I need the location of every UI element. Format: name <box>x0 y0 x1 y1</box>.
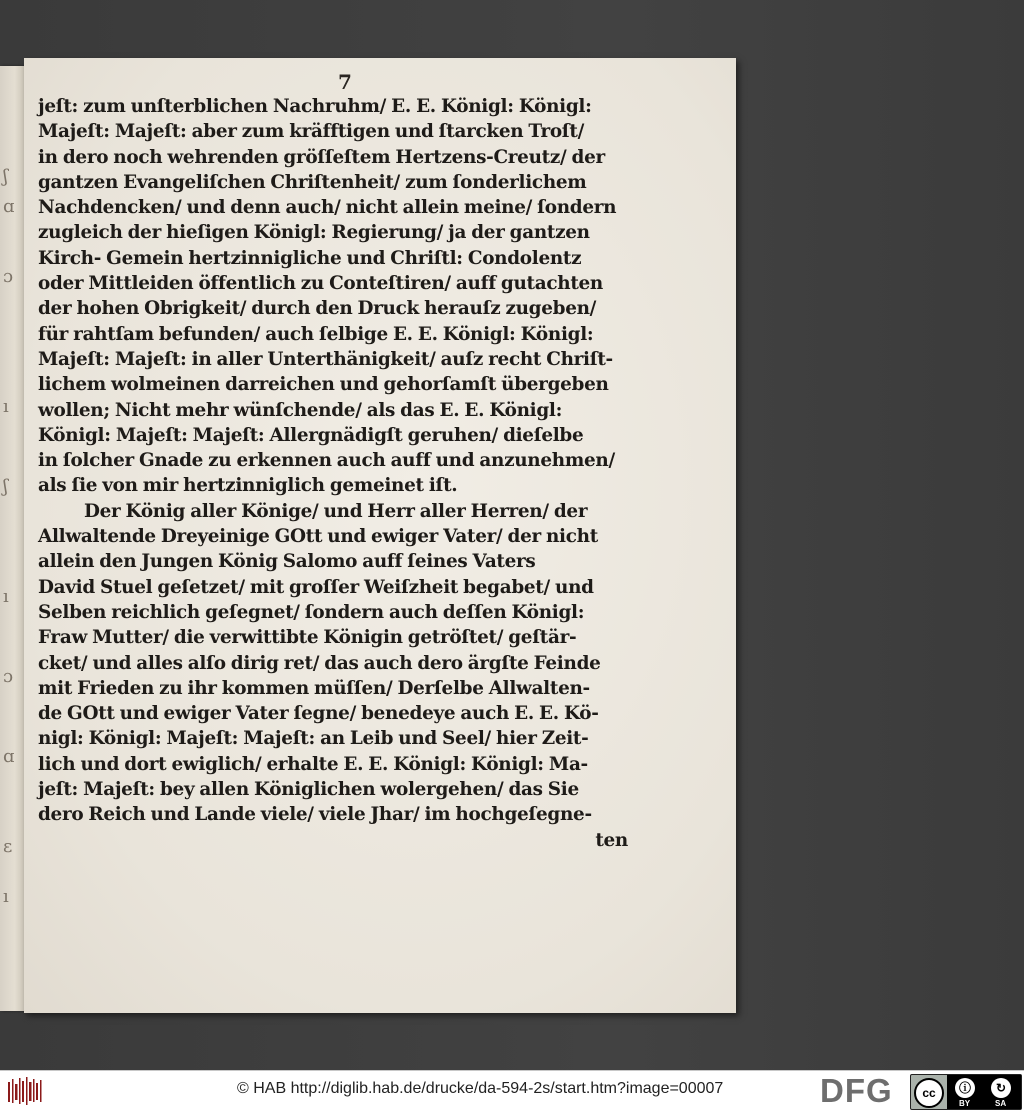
text-line: Majeſt: Majeſt: in aller Unterthänigkeit/ auſz recht Chriſt- <box>38 348 613 370</box>
page-edge-mark: ʃ <box>3 166 8 187</box>
text-line: jeſt: Majeſt: bey allen Königlichen wolergehen/ das Sie <box>38 779 579 801</box>
viewer-footer <box>0 1070 1024 1111</box>
text-line: cket/ und alles alſo dirig ret/ das auch dero ärgſte Feinde <box>38 652 601 674</box>
person-attribution-icon: ⓘ <box>955 1078 975 1098</box>
text-line: für rahtſam befunden/ auch ſelbige E. E. Königl: Königl: <box>38 323 594 345</box>
page-edge-mark: ʃ <box>3 476 8 497</box>
source-link[interactable]: © HAB http://diglib.hab.de/drucke/da-594-2s/start.htm?image=00007 <box>237 1080 724 1097</box>
page-edge-mark: ı <box>3 586 9 607</box>
page-edge-mark: ɑ <box>3 196 15 217</box>
document-page <box>24 58 736 1013</box>
page-edge-mark: ɔ <box>3 266 14 287</box>
share-alike-icon: ↻ <box>991 1078 1011 1098</box>
text-line: de GOtt und ewiger Vater ſegne/ benedeye auch E. E. Kö- <box>38 703 599 725</box>
text-line: zugleich der hieſigen Königl: Regierung/ ja der gantzen <box>38 222 590 244</box>
hab-barcode-logo-icon <box>6 1076 46 1106</box>
cc-license-badge[interactable] <box>910 1074 1022 1110</box>
text-line: Der König aller Könige/ und Herr aller Herren/ der <box>84 500 588 522</box>
page-edge-mark: ɔ <box>3 666 14 687</box>
page-edge-mark: ı <box>3 886 9 907</box>
catchword: ten <box>595 829 628 851</box>
text-line: dero Reich und Lande viele/ viele Jhar/ im hochgeſegne- <box>38 804 592 826</box>
text-line: mit Frieden zu ihr kommen müſſen/ Derſelbe Allwalten- <box>38 677 590 699</box>
text-line: Nachdencken/ und denn auch/ nicht allein meine/ ſondern <box>38 197 617 219</box>
previous-page-edge <box>0 66 24 1011</box>
text-line: Königl: Majeſt: Majeſt: Allergnädigſt geruhen/ dieſelbe <box>38 424 584 446</box>
cc-sa-label: SA <box>995 1099 1007 1108</box>
text-line: als ſie von mir hertzinniglich gemeinet iſt. <box>38 475 458 497</box>
text-line: in ſolcher Gnade zu erkennen auch auff und anzunehmen/ <box>38 450 615 472</box>
text-line: Selben reichlich geſegnet/ ſondern auch deſſen Königl: <box>38 601 585 623</box>
text-line: in dero noch wehrenden gröſſeſtem Hertzens-Creutz/ der <box>38 146 605 168</box>
text-line: allein den Jungen König Salomo auff ſeines Vaters <box>38 551 536 573</box>
text-line: Majeſt: Majeſt: aber zum kräfftigen und ſtarcken Troſt/ <box>38 121 585 143</box>
text-line: Kirch- Gemein hertzinnigliche und Chriſtl: Condolentz <box>38 247 582 269</box>
text-line: David Stuel geſetzet/ mit groſſer Weiſzheit begabet/ und <box>38 576 594 598</box>
text-line: oder Mittleiden öffentlich zu Conteſtiren/ auff gutachten <box>38 273 604 295</box>
page-edge-mark: ɑ <box>3 746 15 767</box>
dfg-logo: DFG <box>820 1072 893 1109</box>
text-line: lichem wolmeinen darreichen und gehorſamſt übergeben <box>38 374 609 396</box>
text-line: jeſt: zum unſterblichen Nachruhm/ E. E. Königl: Königl: <box>38 96 592 117</box>
page-edge-mark: ɛ <box>3 836 13 857</box>
text-line: lich und dort ewiglich/ erhalte E. E. Königl: Königl: Ma- <box>38 753 588 775</box>
text-line: Fraw Mutter/ die verwittibte Königin getröſtet/ geſtär- <box>38 627 577 649</box>
text-line: gantzen Evangeliſchen Chriſtenheit/ zum ſonderlichem <box>38 171 587 193</box>
cc-icon: cc <box>914 1078 944 1108</box>
text-line: der hohen Obrigkeit/ durch den Druck herauſz zugeben/ <box>38 298 597 320</box>
page-number: 7 <box>338 70 352 94</box>
text-line: Allwaltende Dreyeinige GOtt und ewiger Vater/ der nicht <box>38 526 598 548</box>
cc-by-label: BY <box>959 1099 971 1108</box>
text-line: wollen; Nicht mehr wünſchende/ als das E. E. Königl: <box>38 399 563 421</box>
text-line: nigl: Königl: Majeſt: Majeſt: an Leib und Seel/ hier Zeit- <box>38 728 589 750</box>
body-text <box>38 94 638 853</box>
page-edge-mark: ı <box>3 396 9 417</box>
